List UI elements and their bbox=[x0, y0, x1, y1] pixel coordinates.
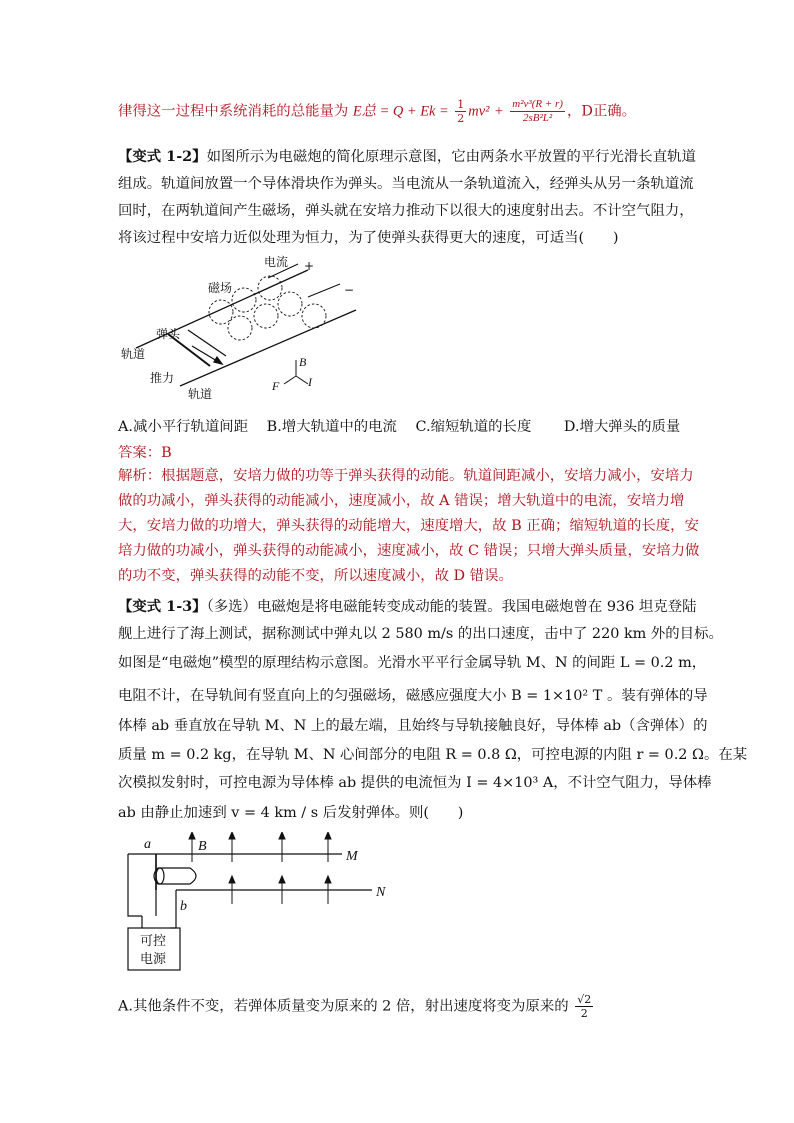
label-n: N bbox=[376, 885, 386, 900]
intro-formula-left: E总 = Q + Ek = bbox=[352, 103, 449, 120]
q2-line-4: 将该过程中安培力近似处理为恒力，为了使弹头获得更大的速度，可适当( ) bbox=[118, 230, 619, 246]
intro-mv2: mv² bbox=[468, 103, 490, 120]
projectile bbox=[154, 868, 196, 884]
q2-line-1 bbox=[118, 147, 696, 167]
q2-text-1: 如图所示为电磁炮的简化原理示意图，它由两条水平放置的平行光滑长直轨道 bbox=[206, 149, 696, 165]
rail-lower bbox=[180, 310, 356, 386]
label-field: 磁场 bbox=[208, 281, 233, 295]
q3-line-3: 如图是“电磁炮”模型的原理结构示意图。光滑水平平行金属导轨 M、N 的间距 L = 0.2 m， bbox=[118, 655, 707, 671]
field-loop bbox=[254, 304, 278, 328]
q3-line-6: 质量 m = 0.2 kg，在导轨 M、N 心间部分的电阻 R = 0.8 Ω，可控电源的内阻 r = 0.2 Ω。在某 bbox=[118, 747, 748, 763]
wire-left bbox=[128, 854, 142, 916]
intro-frac2-den: 2sB²L² bbox=[523, 112, 553, 124]
field-loop bbox=[278, 292, 302, 316]
q2-analysis-1: 解析：根据题意，安培力做的功等于弹头获得的动能。轨道间距减小，安培力减小，安培力 bbox=[118, 468, 694, 484]
q2-line-3: 回时，在两轨道间产生磁场，弹头就在安培力推动下以很大的速度射出去。不计空气阻力， bbox=[118, 203, 694, 219]
q2-analysis-4: 培力做的功减小，弹头获得的动能减小，速度减小，故 C 错误；只增大弹头质量，安培力做 bbox=[118, 543, 700, 559]
axis-b-label: B bbox=[299, 355, 307, 369]
field-loop bbox=[209, 300, 233, 324]
q2-choice-b[interactable]: B.增大轨道中的电流 bbox=[266, 419, 397, 435]
label-push: 推力 bbox=[150, 371, 175, 385]
q3-line-1 bbox=[118, 597, 697, 617]
label-m: M bbox=[346, 849, 358, 864]
field-loop bbox=[302, 304, 326, 328]
q2-analysis-3: 大，安培力做的功增大，弹头获得的动能增大，速度增大，故 B 正确；缩短轨道的长度，安 bbox=[118, 518, 699, 534]
source-label-1: 可控 bbox=[140, 934, 167, 949]
railgun-figure bbox=[118, 252, 368, 402]
intro-fraction-main bbox=[510, 98, 565, 125]
q2-answer: 答案：B bbox=[118, 445, 172, 461]
q3-choice-a[interactable] bbox=[118, 993, 678, 1020]
q3-line-8: ab 由静止加速到 v = 4 km / s 后发射弹体。则( ) bbox=[118, 805, 464, 821]
intro-line bbox=[118, 98, 678, 125]
q2-choice-a[interactable]: A.减小平行轨道间距 bbox=[118, 419, 249, 435]
q3-tag: 【变式 1-3】 bbox=[118, 598, 207, 615]
q3-frac-den: 2 bbox=[580, 1007, 588, 1020]
q2-choice-d[interactable]: D.增大弹头的质量 bbox=[563, 419, 681, 435]
q3-line-5: 体棒 ab 垂直放在导轨 M、N 上的最左端，且始终与导轨接触良好，导体棒 ab（含弹体）的 bbox=[118, 718, 708, 734]
axis-f-arrow bbox=[284, 376, 296, 384]
label-a: a bbox=[144, 837, 151, 852]
intro-frac2-num: m²v³(R + r) bbox=[512, 98, 563, 110]
label-rail-left: 轨道 bbox=[121, 347, 146, 361]
q2-tag: 【变式 1-2】 bbox=[118, 148, 207, 165]
label-plus: + bbox=[304, 259, 315, 273]
intro-fraction-half bbox=[455, 98, 466, 125]
label-field-b: B bbox=[198, 839, 207, 854]
q2-analysis-2: 做的功减小，弹头获得的动能减小，速度减小，故 A 错误；增大轨道中的电流，安培力增 bbox=[118, 493, 685, 509]
intro-tail: ，D正确。 bbox=[566, 103, 637, 120]
axis-i-label: I bbox=[308, 375, 312, 389]
intro-lead: 律得这一过程中系统消耗的总能量为 bbox=[118, 103, 349, 120]
source-label-2: 电源 bbox=[140, 952, 167, 967]
q3-line-2: 舰上进行了海上测试，据称测试中弹丸以 2 580 m/s 的出口速度，击中了 220 km 外的目标。 bbox=[118, 626, 723, 642]
intro-frac1-den: 2 bbox=[457, 112, 465, 125]
q3-line-4: 电阻不计，在导轨间有竖直向上的匀强磁场，磁感应强度大小 B = 1×10² T 。装有弹体的导 bbox=[118, 688, 708, 704]
q2-choices bbox=[118, 417, 681, 437]
label-minus: − bbox=[344, 283, 355, 297]
q3-text-1: （多选）电磁炮是将电磁能转变成动能的装置。我国电磁炮曾在 936 坦克登陆 bbox=[206, 599, 697, 615]
intro-plus: + bbox=[493, 103, 504, 120]
q3-choice-a-text: A.其他条件不变，若弹体质量变为原来的 2 倍，射出速度将变为原来的 bbox=[118, 998, 569, 1015]
bullet-block-top bbox=[188, 330, 226, 356]
q2-line-2: 组成。轨道间放置一个导体滑块作为弹头。当电流从一条轨道流入，经弹头从另一条轨道流 bbox=[118, 176, 694, 192]
q3-choice-a-fraction bbox=[575, 993, 593, 1020]
intro-frac1-num: 1 bbox=[457, 98, 465, 111]
field-loop bbox=[232, 288, 256, 312]
q3-line-7: 次模拟发射时，可控电源为导体棒 ab 提供的电流恒为 I = 4×10³ A，不计空气阻力，导体棒 bbox=[118, 775, 712, 791]
label-rail-bottom: 轨道 bbox=[188, 387, 213, 401]
field-loop bbox=[228, 316, 252, 340]
q2-choice-c[interactable]: C.缩短轨道的长度 bbox=[415, 419, 532, 435]
label-bullet: 弹头 bbox=[156, 327, 181, 341]
label-b: b bbox=[180, 899, 187, 914]
q2-analysis-5: 的功不变，弹头获得的动能不变，所以速度减小，故 D 错误。 bbox=[118, 568, 513, 584]
rail-source-figure bbox=[118, 832, 398, 977]
axis-f-label: F bbox=[272, 379, 280, 393]
q3-frac-num: √2 bbox=[577, 993, 592, 1006]
field-loop bbox=[258, 276, 282, 300]
label-current: 电流 bbox=[264, 255, 289, 269]
axis-i-arrow bbox=[296, 376, 308, 384]
